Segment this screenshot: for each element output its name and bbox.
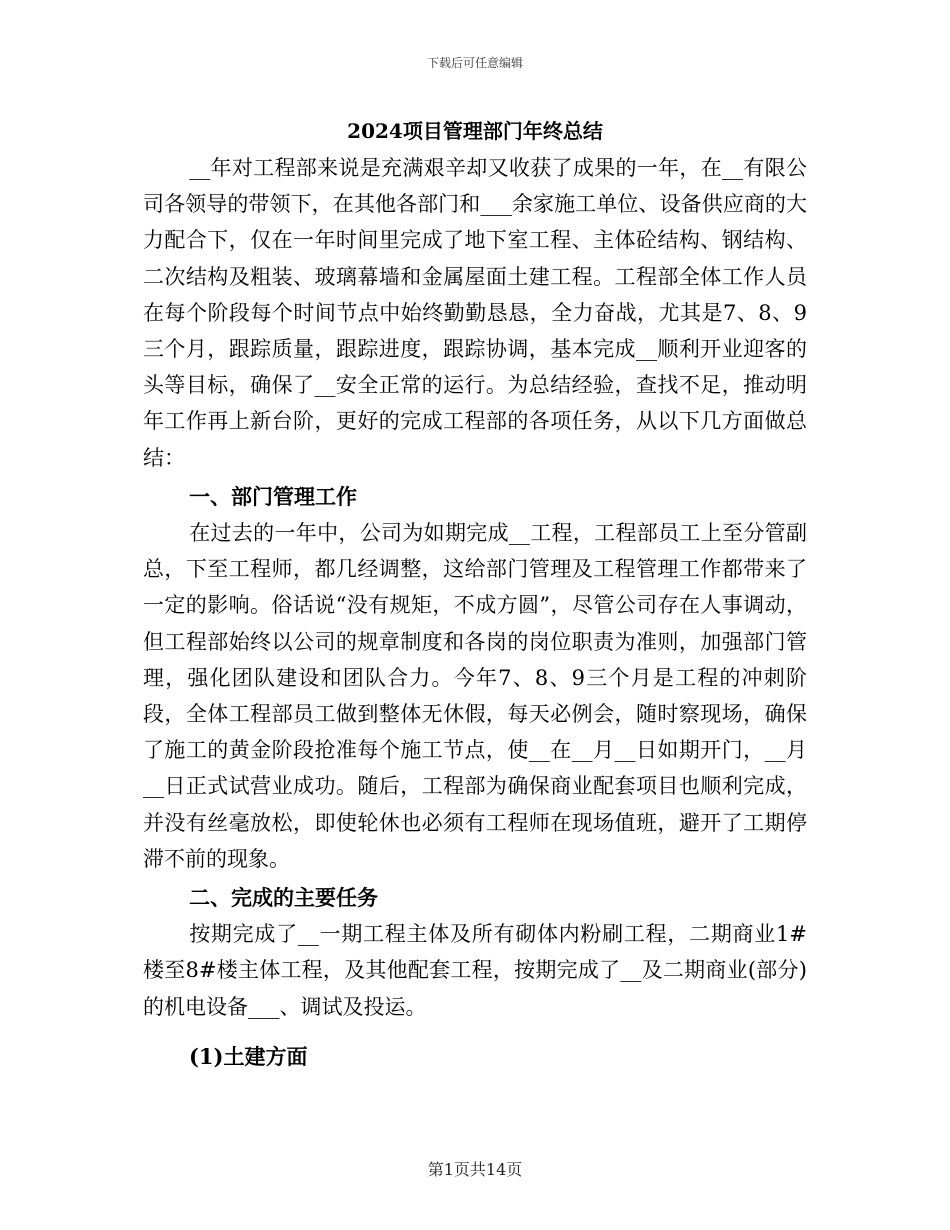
intro-paragraph: __年对工程部来说是充满艰辛却又收获了成果的一年，在__有限公司各领导的带领下，在其他各部门和___余家施工单位、设备供应商的大力配合下，仅在一年时间里完成了地下室工程、主体砼结构、钢结构、二次结构及粗装、玻璃幕墙和金属屋面土建工程。工程部全体工作人员在每个阶段每个时间节点中始终勤勤恳恳，全力奋战，尤其是7、8、9三个月，跟踪质量，跟踪进度，跟踪协调，基本完成__顺利开业迎客的头等目标，确保了__安全正常的运行。为总结经验，查找不足，推动明年工作再上新台阶，更好的完成工程部的各项任务，从以下几方面做总结：	[143, 156, 807, 470]
section-heading-department-management: 一、部门管理工作	[189, 483, 357, 509]
document-title: 2024项目管理部门年终总结	[347, 119, 603, 143]
page-header: 下载后可任意编辑	[426, 56, 523, 70]
main-tasks-paragraph: 按期完成了__一期工程主体及所有砌体内粉刷工程，二期商业1#楼至8#楼主体工程，及其他配套工程，按期完成了__及二期商业(部分)的机电设备___、调试及投运。	[143, 922, 807, 1019]
department-management-paragraph: 在过去的一年中，公司为如期完成__工程，工程部员工上至分管副总，下至工程师，都几经调整，这给部门管理及工程管理工作都带来了一定的影响。俗话说“没有规矩，不成方圆”，尽管公司存在人事调动，但工程部始终以公司的规章制度和各岗的岗位职责为准则，加强部门管理，强化团队建设和团队合力。今年7、8、9三个月是工程的冲刺阶段，全体工程部员工做到整体无休假，每天必例会，随时察现场，确保了施工的黄金阶段抢准每个施工节点，使__在__月__日如期开门，__月__日正式试营业成功。随后，工程部为确保商业配套项目也顺利完成，并没有丝毫放松，即使轮休也必须有工程师在现场值班，避开了工期停滞不前的现象。	[143, 521, 807, 871]
subsection-heading-civil-works: (1)土建方面	[189, 1043, 308, 1069]
document-body	[143, 150, 807, 1075]
page-footer: 第1页共14页	[427, 1160, 523, 1179]
section-heading-main-tasks: 二、完成的主要任务	[189, 885, 378, 911]
